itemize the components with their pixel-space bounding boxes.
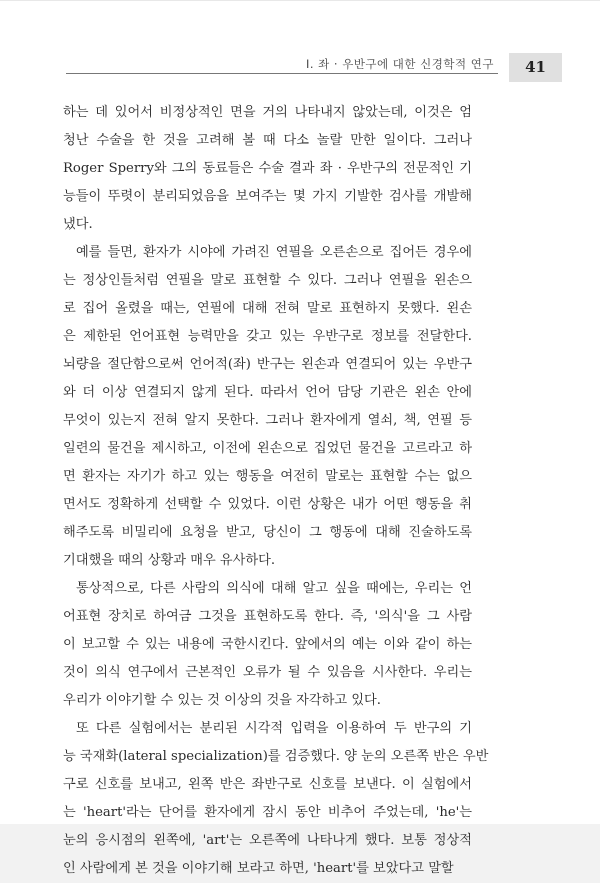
text-line: 로 집어 올렸을 때는, 연필에 대해 전혀 말로 표현하지 못했다. 왼손 bbox=[63, 301, 472, 316]
text-line: 청난 수술을 한 것을 고려해 볼 때 다소 놀랄 만한 일이다. 그러나 bbox=[63, 133, 472, 148]
text-line: 는 'heart'라는 단어를 환자에게 잠시 동안 비추어 주었는데, 'he'는 bbox=[63, 805, 472, 820]
text-line: 능들이 뚜렷이 분리되었음을 보여주는 몇 가지 기발한 검사를 개발해 bbox=[63, 189, 472, 204]
text-line: 해주도록 비밀리에 요청을 받고, 당신이 그 행동에 대해 진술하도록 bbox=[63, 525, 472, 540]
text-line: 면 환자는 자기가 하고 있는 행동을 여전히 말로는 표현할 수는 없으 bbox=[63, 469, 472, 484]
text-line: 어표현 장치로 하여금 그것을 표현하도록 한다. 즉, '의식'을 그 사람 bbox=[63, 609, 472, 624]
page-number: 41 bbox=[525, 58, 546, 76]
text-line: 통상적으로, 다른 사람의 의식에 대해 알고 싶을 때에는, 우리는 언 bbox=[76, 581, 472, 596]
text-line: 무엇이 있는지 전혀 알지 못한다. 그러나 환자에게 열쇠, 책, 연필 등 bbox=[63, 413, 472, 428]
text-line: 와 더 이상 연결되지 않게 된다. 따라서 언어 담당 기관은 왼손 안에 bbox=[63, 385, 472, 400]
header-rule bbox=[66, 73, 498, 74]
text-line: 우리가 이야기할 수 있는 것 이상의 것을 자각하고 있다. bbox=[63, 693, 381, 708]
page-number-box bbox=[509, 53, 562, 82]
body-text bbox=[63, 99, 489, 883]
text-line: 냈다. bbox=[63, 217, 93, 232]
text-line: 하는 데 있어서 비정상적인 면을 거의 나타내지 않았는데, 이것은 엄 bbox=[63, 105, 472, 120]
text-line: 이 보고할 수 있는 내용에 국한시킨다. 앞에서의 예는 이와 같이 하는 bbox=[63, 637, 472, 652]
text-line: 또 다른 실험에서는 분리된 시각적 입력을 이용하여 두 반구의 기 bbox=[76, 721, 472, 736]
text-line: 는 정상인들처럼 연필을 말로 표현할 수 있다. 그러나 연필을 왼손으 bbox=[63, 273, 472, 288]
text-line: 것이 의식 연구에서 근본적인 오류가 될 수 있음을 시사한다. 우리는 bbox=[63, 665, 472, 680]
text-line: 눈의 응시점의 왼쪽에, 'art'는 오른쪽에 나타나게 했다. 보통 정상적 bbox=[63, 833, 472, 848]
text-line: 뇌량을 절단함으로써 언어적(좌) 반구는 왼손과 연결되어 있는 우반구 bbox=[63, 357, 472, 372]
text-line: 일련의 물건을 제시하고, 이전에 왼손으로 집었던 물건을 고르라고 하 bbox=[63, 441, 472, 456]
text-line: 인 사람에게 본 것을 이야기해 보라고 하면, 'heart'를 보았다고 말할 bbox=[63, 861, 454, 876]
text-line: 면서도 정확하게 선택할 수 있었다. 이런 상황은 내가 어떤 행동을 취 bbox=[63, 497, 472, 512]
text-line: 구로 신호를 보내고, 왼쪽 반은 좌반구로 신호를 보낸다. 이 실험에서 bbox=[63, 777, 472, 792]
text-line: 예를 들면, 환자가 시야에 가려진 연필을 오른손으로 집어든 경우에 bbox=[76, 245, 472, 260]
text-line: 능 국재화(lateral specialization)를 검증했다. 양 눈의 오른쪽 반은 우반 bbox=[63, 749, 489, 764]
text-line: Roger Sperry와 그의 동료들은 수술 결과 좌 · 우반구의 전문적인 기 bbox=[63, 161, 472, 176]
text-line: 은 제한된 언어표현 능력만을 갖고 있는 우반구로 정보를 전달한다. bbox=[63, 329, 472, 344]
text-line: 기대했을 때의 상황과 매우 유사하다. bbox=[63, 553, 276, 568]
running-header-title: I. 좌 · 우반구에 대한 신경학적 연구 bbox=[305, 57, 494, 71]
